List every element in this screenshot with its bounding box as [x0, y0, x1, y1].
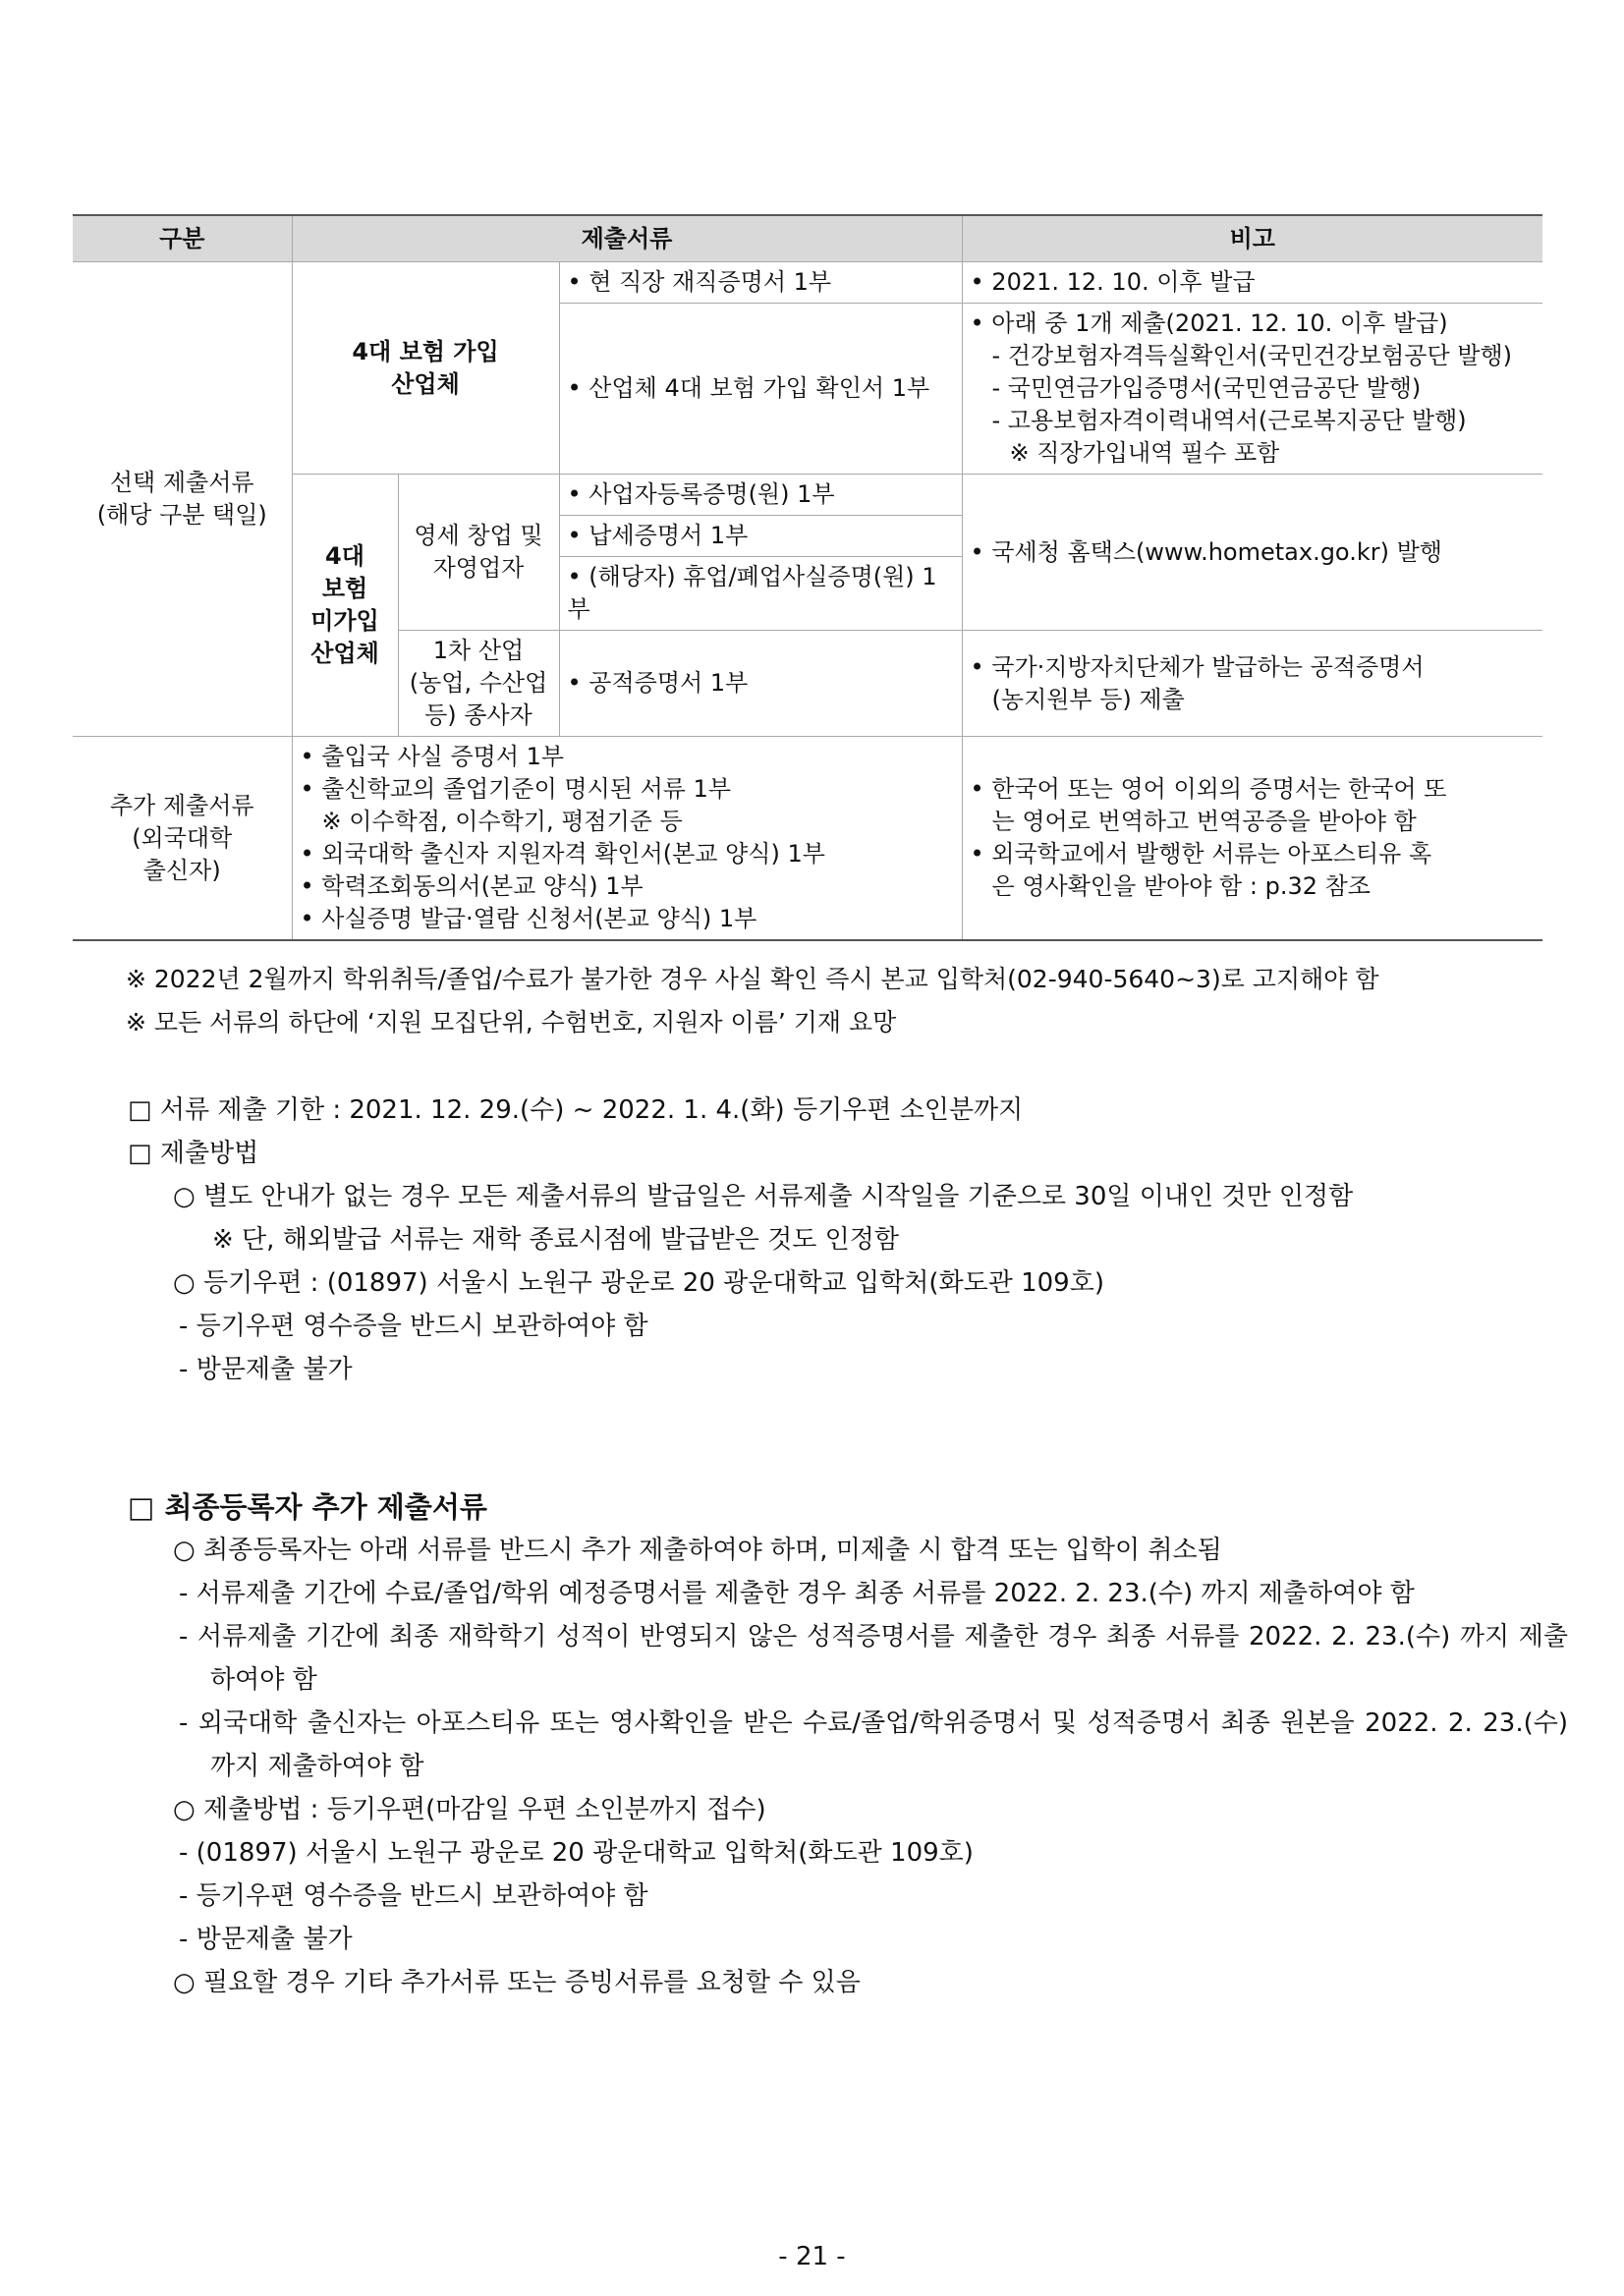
self-employed-note: • 국세청 홈택스(www.hometax.go.kr) 발행	[962, 475, 1542, 631]
uninsured-label-cell: 4대 보험 미가입 산업체	[292, 475, 398, 737]
table-row	[73, 262, 1542, 304]
final-method-c: - 방문제출 불가	[179, 1925, 353, 1954]
final-item-1: - 서류제출 기간에 수료/졸업/학위 예정증명서를 제출한 경우 최종 서류를 2022. 2. 23.(수) 까지 제출하여야 함	[179, 1579, 1415, 1608]
note-line: ※ 모든 서류의 하단에 ‘지원 모집단위, 수험번호, 지원자 이름’ 기재 요망	[126, 1008, 897, 1036]
note-line: ※ 2022년 2월까지 학위취득/졸업/수료가 불가한 경우 사실 확인 즉시 본교 입학처(02-940-5640~3)로 고지해야 함	[126, 965, 1379, 993]
header-documents: 제출서류	[292, 215, 962, 262]
table-header-row	[73, 215, 1542, 262]
primary-industry-note: • 국가·지방자치단체가 발급하는 공적증명서 (농지원부 등) 제출	[962, 631, 1542, 737]
extra-note-cell: • 한국어 또는 영어 이외의 증명서는 한국어 또 는 영어로 번역하고 번역공증을 받아야 함 • 외국학교에서 발행한 서류는 아포스티유 혹 은 영사확인을 받아야 함 : p.32 참조	[962, 737, 1542, 941]
deadline-line: □ 서류 제출 기한 : 2021. 12. 29.(수) ~ 2022. 1. 4.(화) 등기우편 소인분까지	[128, 1095, 1024, 1125]
extra-category-cell: 추가 제출서류 (외국대학 출신자)	[73, 737, 292, 941]
final-registrant-section	[124, 1485, 1568, 2004]
final-item-2: - 서류제출 기간에 최종 재학학기 성적이 반영되지 않은 성적증명서를 제출한 경우 최종 서류를 2022. 2. 23.(수) 까지 제출하여야 함	[179, 1622, 1568, 1695]
table-notes	[126, 958, 1379, 1044]
insured-note-2: • 아래 중 1개 제출(2021. 12. 10. 이후 발급) - 건강보험자격득실확인서(국민건강보험공단 발행) - 국민연금가입증명서(국민연금공단 발행) - 고용보험자격이력내역서(근로복지공단 발행) ※ 직장가입내역 필수 포함	[962, 304, 1542, 475]
insured-doc-2: • 산업체 4대 보험 가입 확인서 1부	[559, 304, 962, 475]
submission-section	[124, 1089, 1568, 1391]
final-section-title: □ 최종등록자 추가 제출서류	[128, 1490, 487, 1524]
primary-industry-doc: • 공적증명서 1부	[559, 631, 962, 737]
header-remarks: 비고	[962, 215, 1542, 262]
method-item-2-b: - 방문제출 불가	[179, 1355, 353, 1384]
page-number: - 21 -	[778, 2242, 846, 2271]
self-employed-label-cell: 영세 창업 및 자영업자	[398, 475, 559, 631]
final-method-a: - (01897) 서울시 노원구 광운로 20 광운대학교 입학처(화도관 109호)	[179, 1838, 974, 1868]
self-employed-doc-2: • 납세증명서 1부	[559, 516, 962, 557]
method-item-1: ○ 별도 안내가 없는 경우 모든 제출서류의 발급일은 서류제출 시작일을 기준으로 30일 이내인 것만 인정함	[173, 1182, 1354, 1211]
method-item-2-a: - 등기우편 영수증을 반드시 보관하여야 함	[179, 1312, 648, 1341]
final-method-b: - 등기우편 영수증을 반드시 보관하여야 함	[179, 1881, 648, 1911]
final-extra: ○ 필요할 경우 기타 추가서류 또는 증빙서류를 요청할 수 있음	[173, 1968, 861, 1997]
insured-doc-1: • 현 직장 재직증명서 1부	[559, 262, 962, 304]
table-row	[73, 475, 1542, 516]
insured-label-cell: 4대 보험 가입 산업체	[292, 262, 559, 475]
final-item-3: - 외국대학 출신자는 아포스티유 또는 영사확인을 받은 수료/졸업/학위증명서 및 성적증명서 최종 원본을 2022. 2. 23.(수) 까지 제출하여야 함	[179, 1708, 1568, 1781]
self-employed-doc-3: • (해당자) 휴업/폐업사실증명(원) 1부	[559, 557, 962, 631]
header-category: 구분	[73, 215, 292, 262]
self-employed-doc-1: • 사업자등록증명(원) 1부	[559, 475, 962, 516]
method-item-1-note: ※ 단, 해외발급 서류는 재학 종료시점에 발급받은 것도 인정함	[212, 1225, 899, 1255]
required-documents-table	[73, 214, 1542, 941]
extra-docs-cell: • 출입국 사실 증명서 1부 • 출신학교의 졸업기준이 명시된 서류 1부 ※ 이수학점, 이수학기, 평점기준 등 • 외국대학 출신자 지원자격 확인서(본교 양식) 1부 • 학력조회동의서(본교 양식) 1부 • 사실증명 발급·열람 신청서(본교 양식) 1부	[292, 737, 962, 941]
method-title: □ 제출방법	[128, 1139, 259, 1168]
final-intro: ○ 최종등록자는 아래 서류를 반드시 추가 제출하여야 하며, 미제출 시 합격 또는 입학이 취소됨	[173, 1536, 1222, 1565]
insured-note-1: • 2021. 12. 10. 이후 발급	[962, 262, 1542, 304]
selection-category-cell: 선택 제출서류 (해당 구분 택일)	[73, 262, 292, 737]
table-row	[73, 737, 1542, 941]
primary-industry-label-cell: 1차 산업 (농업, 수산업 등) 종사자	[398, 631, 559, 737]
method-item-2: ○ 등기우편 : (01897) 서울시 노원구 광운로 20 광운대학교 입학처(화도관 109호)	[173, 1268, 1104, 1298]
final-method: ○ 제출방법 : 등기우편(마감일 우편 소인분까지 접수)	[173, 1795, 766, 1824]
